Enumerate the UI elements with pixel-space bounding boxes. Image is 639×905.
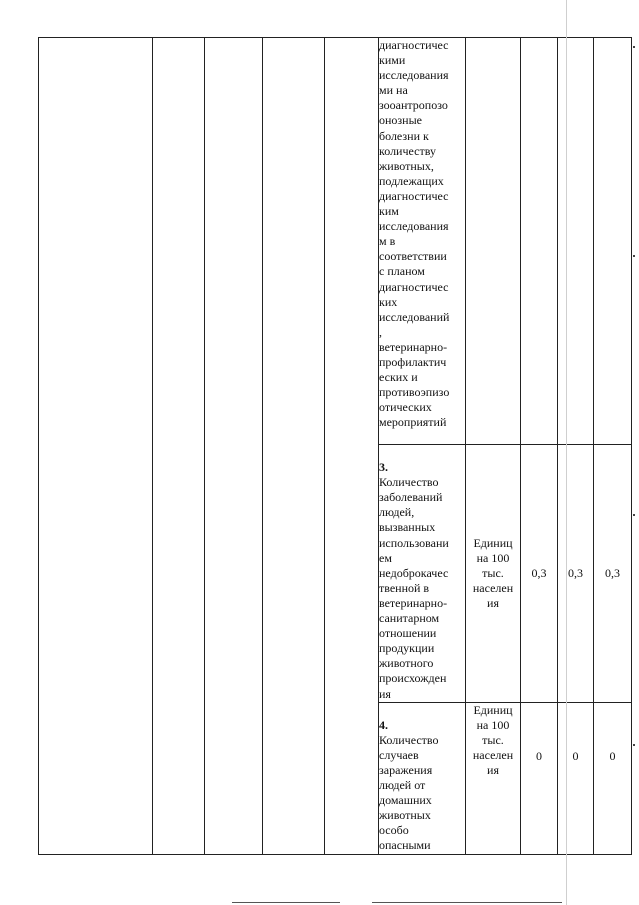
footer-line-right (372, 902, 562, 903)
value-cell: 0,3 (594, 445, 632, 703)
indicator-number: 4. (379, 717, 388, 732)
value-cell: 0 (558, 702, 594, 854)
indicator-cell (379, 702, 466, 854)
unit-cell: Единиц на 100 тыс. населен ия (466, 702, 521, 854)
value-cell (521, 38, 558, 445)
indicators-table (38, 37, 632, 855)
value-cell: 0 (521, 702, 558, 854)
value-cell: 0,3 (558, 445, 594, 703)
value-cell: 0,3 (521, 445, 558, 703)
value-cell (558, 38, 594, 445)
merged-column-3 (205, 38, 263, 855)
scan-mark (633, 255, 635, 257)
scan-mark (633, 46, 635, 48)
footer-line-left (232, 902, 340, 903)
table-row (39, 38, 632, 445)
value-cell (594, 38, 632, 445)
indicator-text: диагностичес кими исследования ми на зооантропозо онозные болезни к количеству животных, подлежащих диагностичес ким исследования м в соответствии с планом диагностичес ких исследований , ветеринарно- профилактич еских и противоэпизо отических мероприятий (379, 38, 450, 430)
unit-cell: Единиц на 100 тыс. населен ия (466, 445, 521, 703)
value-cell: 0 (594, 702, 632, 854)
scan-fold-line (566, 0, 567, 905)
indicator-text: Количество заболеваний людей, вызванных использовани ем недоброкачес твенной в ветеринарно- санитарном отношении продукции животного происхожден ия (379, 475, 449, 701)
indicator-number: 3. (379, 460, 388, 475)
scan-mark (633, 744, 635, 746)
merged-column-1 (39, 38, 153, 855)
indicator-cell (379, 38, 466, 445)
indicator-cell (379, 445, 466, 703)
merged-column-2 (153, 38, 205, 855)
merged-column-4 (263, 38, 325, 855)
unit-cell (466, 38, 521, 445)
indicator-text: Количество случаев заражения людей от домашних животных особо опасными (379, 732, 439, 853)
scan-mark (633, 514, 635, 516)
merged-column-5 (325, 38, 379, 855)
